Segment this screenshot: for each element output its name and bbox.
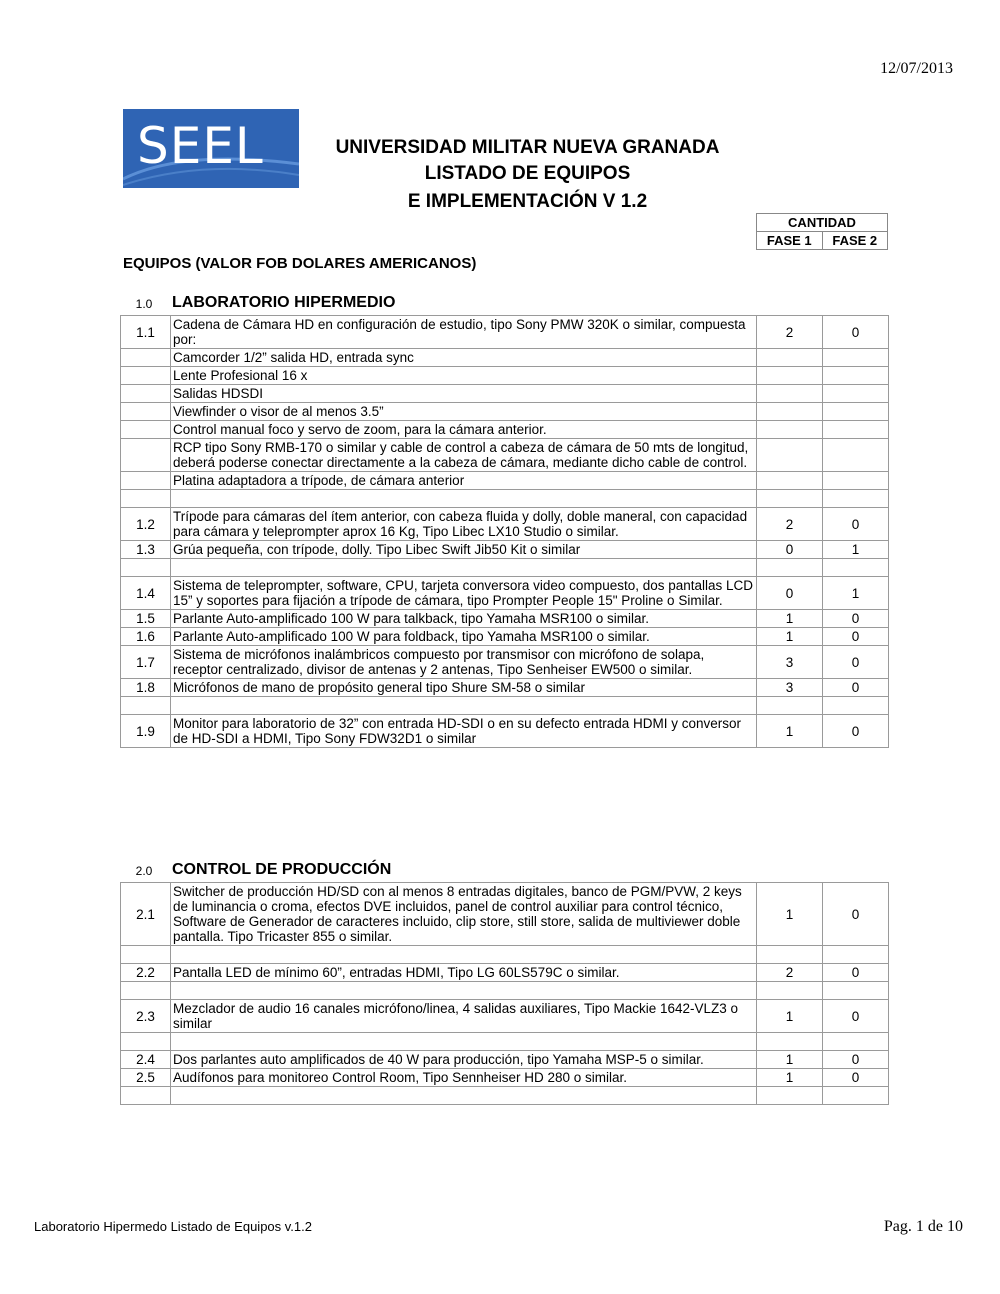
item-description: Salidas HDSDI [171,385,757,403]
section-number: 1.0 [135,297,153,311]
phase2-quantity: 0 [823,715,889,748]
item-number: 1.7 [121,646,171,679]
phase2-quantity [823,385,889,403]
table-row [121,697,889,715]
item-number [121,403,171,421]
document-date: 12/07/2013 [880,60,953,77]
item-description: Audífonos para monitoreo Control Room, Tipo Sennheiser HD 280 o similar. [171,1069,757,1087]
title-list: LISTADO DE EQUIPOS [424,163,631,184]
phase1-quantity: 3 [757,646,823,679]
phase2-quantity: 0 [823,316,889,349]
equipment-table [120,315,889,748]
table-row [121,628,889,646]
item-description: Platina adaptadora a trípode, de cámara anterior [171,472,757,490]
item-number [121,439,171,472]
item-description: Micrófonos de mano de propósito general tipo Shure SM-58 o similar [171,679,757,697]
item-description: Pantalla LED de mínimo 60”, entradas HDMI, Tipo LG 60LS579C o similar. [171,964,757,982]
table-row [121,316,889,349]
table-row [121,490,889,508]
item-number [121,946,171,964]
phase2-quantity [823,439,889,472]
table-row [121,559,889,577]
table-row [121,946,889,964]
phase1-quantity [757,421,823,439]
item-description: Camcorder 1/2” salida HD, entrada sync [171,349,757,367]
item-number: 2.4 [121,1051,171,1069]
item-number [121,367,171,385]
item-number: 2.5 [121,1069,171,1087]
section-name: LABORATORIO HIPERMEDIO [172,294,396,311]
table-row [121,1087,889,1105]
phase2-quantity: 0 [823,1000,889,1033]
phase1-quantity: 0 [757,541,823,559]
footer-page-number: Pag. 1 de 10 [883,1218,963,1235]
phase2-quantity: 0 [823,1051,889,1069]
phase2-quantity [823,472,889,490]
item-number: 1.3 [121,541,171,559]
phase2-quantity [823,1033,889,1051]
title-institution: UNIVERSIDAD MILITAR NUEVA GRANADA [335,137,720,158]
item-number: 2.3 [121,1000,171,1033]
phase1-quantity [757,490,823,508]
item-description: Dos parlantes auto amplificados de 40 W para producción, tipo Yamaha MSP-5 o similar. [171,1051,757,1069]
phase1-quantity [757,472,823,490]
table-row [121,349,889,367]
phase1-quantity [757,349,823,367]
item-number [121,385,171,403]
phase1-quantity [757,439,823,472]
phase1-quantity [757,559,823,577]
phase2-quantity: 0 [823,508,889,541]
item-description: Cadena de Cámara HD en configuración de estudio, tipo Sony PMW 320K o similar, compuesta por: [171,316,757,349]
table-row [121,577,889,610]
phase2-quantity [823,367,889,385]
item-description: Monitor para laboratorio de 32” con entrada HD-SDI o en su defecto entrada HDMI y conversor de HD-SDI a HDMI, Tipo Sony FDW32D1 o similar [171,715,757,748]
phase1-quantity: 1 [757,883,823,946]
item-description: Grúa pequeña, con trípode, dolly. Tipo Libec Swift Jib50 Kit o similar [171,541,757,559]
table-row [121,439,889,472]
phase1-quantity [757,403,823,421]
phase2-quantity: 0 [823,1069,889,1087]
item-description: Viewfinder o visor de al menos 3.5” [171,403,757,421]
table-row [121,964,889,982]
phase1-quantity [757,982,823,1000]
table-row [121,1051,889,1069]
phase1-quantity [757,697,823,715]
phase2-quantity: 0 [823,646,889,679]
item-number [121,559,171,577]
table-row [121,508,889,541]
phase1-quantity [757,367,823,385]
item-number: 1.8 [121,679,171,697]
phase2-quantity [823,490,889,508]
table-row [121,1000,889,1033]
phase1-quantity: 1 [757,1069,823,1087]
item-number [121,472,171,490]
footer-document-name: Laboratorio Hipermedo Listado de Equipos v.1.2 [34,1219,312,1234]
item-description: Lente Profesional 16 x [171,367,757,385]
item-description [171,1033,757,1051]
item-description [171,946,757,964]
phase1-quantity: 2 [757,508,823,541]
item-description: Trípode para cámaras del ítem anterior, con cabeza fluida y dolly, doble maneral, con capacidad para cámara y teleprompter aprox 16 Kg, Tipo Libec LX10 Studio o similar. [171,508,757,541]
phase1-quantity: 3 [757,679,823,697]
table-row [121,541,889,559]
phase2-quantity [823,946,889,964]
item-description [171,490,757,508]
phase1-quantity: 2 [757,964,823,982]
item-number: 1.1 [121,316,171,349]
section-name: CONTROL DE PRODUCCIÓN [172,861,392,878]
phase2-quantity: 0 [823,883,889,946]
phase1-quantity: 2 [757,316,823,349]
phase1-quantity: 0 [757,577,823,610]
table-row [121,421,889,439]
table-row [121,646,889,679]
table-row [121,1033,889,1051]
item-description: Parlante Auto-amplificado 100 W para talkback, tipo Yamaha MSR100 o similar. [171,610,757,628]
item-description: Parlante Auto-amplificado 100 W para foldback, tipo Yamaha MSR100 o similar. [171,628,757,646]
item-number: 2.2 [121,964,171,982]
table-row [121,1069,889,1087]
phase1-quantity [757,1087,823,1105]
phase2-quantity: 1 [823,577,889,610]
item-description: Switcher de producción HD/SD con al menos 8 entradas digitales, banco de PGM/PVW, 2 keys de luminancia o croma, efectos DVE incluidos, panel de control auxiliar para control técnico, Software de Generador de caracteres incluido, clip store, still store, salida de multiviewer doble pantalla. Tipo Tricaster 855 o similar. [171,883,757,946]
item-description: Sistema de micrófonos inalámbricos compuesto por transmisor con micrófono de solapa, receptor centralizado, divisor de antenas y 2 antenas, Tipo Senheiser EW500 o similar. [171,646,757,679]
item-number: 1.2 [121,508,171,541]
table-row [121,715,889,748]
item-number: 2.1 [121,883,171,946]
equipment-subtitle: EQUIPOS (VALOR FOB DOLARES AMERICANOS) [123,255,477,272]
item-description [171,559,757,577]
table-row [121,679,889,697]
phase2-quantity [823,982,889,1000]
phase2-quantity [823,697,889,715]
item-description [171,697,757,715]
item-number: 1.5 [121,610,171,628]
phase1-quantity: 1 [757,610,823,628]
item-number [121,1087,171,1105]
phase1-label: FASE 1 [757,232,823,250]
phase1-quantity: 1 [757,1051,823,1069]
section-number: 2.0 [135,864,153,878]
phase2-quantity [823,349,889,367]
phase2-label: FASE 2 [822,232,888,250]
item-description: Control manual foco y servo de zoom, para la cámara anterior. [171,421,757,439]
table-row [121,367,889,385]
item-description: Sistema de teleprompter, software, CPU, tarjeta conversora video compuesto, dos pantallas LCD 15” y soportes para fijación a trípode de cámara, tipo Prompter People 15" Proline o Similar. [171,577,757,610]
item-number [121,697,171,715]
title-implementation: E IMPLEMENTACIÓN V 1.2 [407,191,648,212]
phase1-quantity [757,385,823,403]
phase2-quantity: 0 [823,628,889,646]
phase2-quantity: 0 [823,964,889,982]
item-number: 1.4 [121,577,171,610]
phase1-quantity: 1 [757,628,823,646]
table-row [121,385,889,403]
seel-logo [123,109,299,188]
phase1-quantity: 1 [757,715,823,748]
item-description [171,982,757,1000]
item-number [121,1033,171,1051]
phase2-quantity [823,403,889,421]
item-number [121,421,171,439]
phase2-quantity [823,559,889,577]
quantity-label: CANTIDAD [757,214,888,232]
table-row [121,403,889,421]
table-row [121,610,889,628]
phase2-quantity: 0 [823,679,889,697]
phase2-quantity [823,1087,889,1105]
item-number [121,349,171,367]
table-row [121,982,889,1000]
logo-text: SEEL [137,117,264,175]
phase2-quantity [823,421,889,439]
item-description: Mezclador de audio 16 canales micrófono/linea, 4 salidas auxiliares, Tipo Mackie 1642-VLZ3 o similar [171,1000,757,1033]
equipment-table [120,882,889,1105]
phase2-quantity: 0 [823,610,889,628]
item-number: 1.6 [121,628,171,646]
item-number: 1.9 [121,715,171,748]
item-number [121,490,171,508]
table-row [121,472,889,490]
phase1-quantity [757,946,823,964]
quantity-header [756,213,888,250]
item-description: RCP tipo Sony RMB-170 o similar y cable de control a cabeza de cámara de 50 mts de longitud, deberá poderse conectar directamente a la cabeza de cámara, mediante dicho cable de control. [171,439,757,472]
phase1-quantity: 1 [757,1000,823,1033]
phase2-quantity: 1 [823,541,889,559]
table-row [121,883,889,946]
phase1-quantity [757,1033,823,1051]
item-number [121,982,171,1000]
item-description [171,1087,757,1105]
